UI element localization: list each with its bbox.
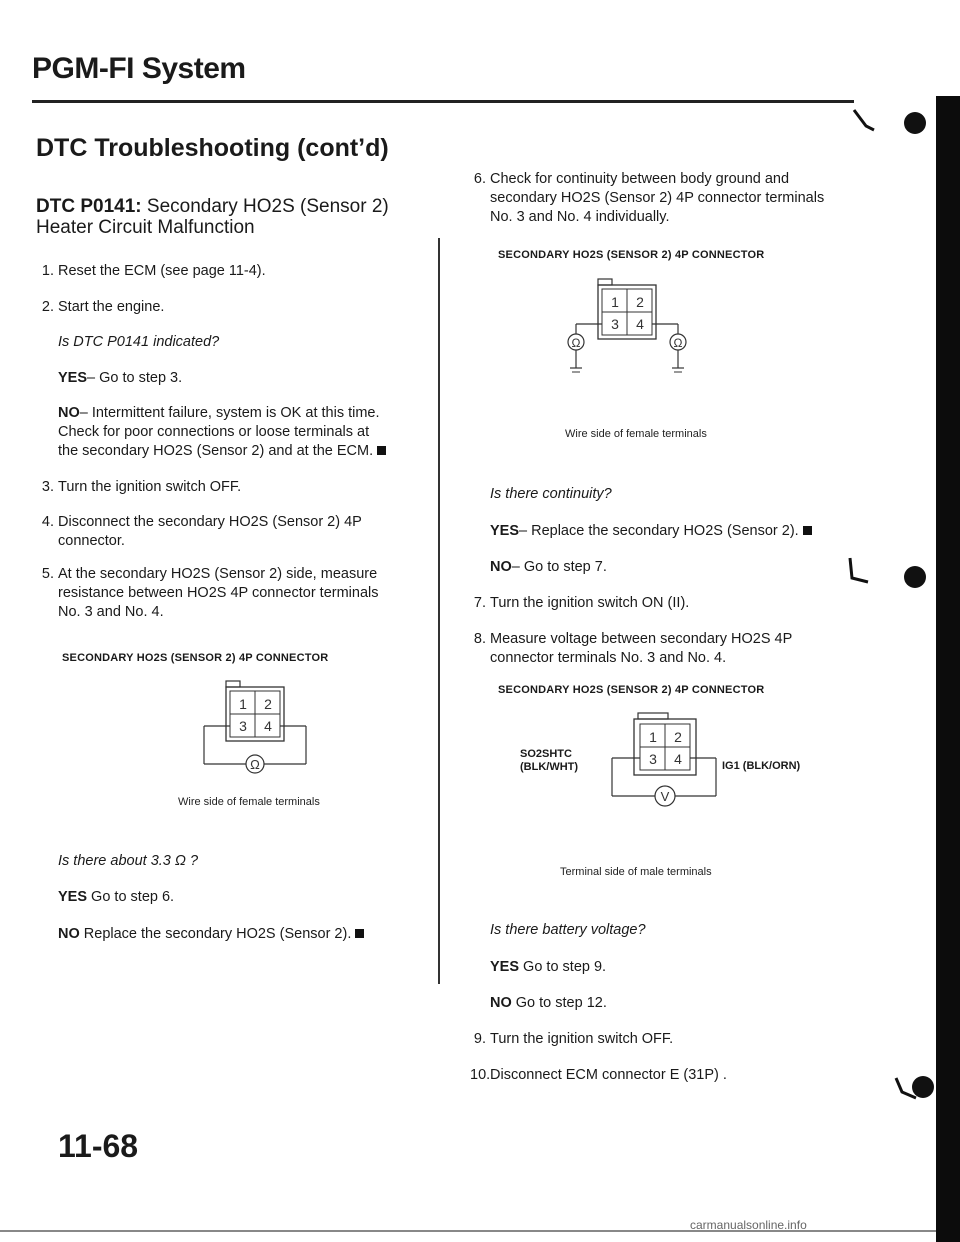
connector-ground-diagram [560,278,700,382]
step-3: 3. Turn the ignition switch OFF. [41,479,242,495]
section-heading: DTC Troubleshooting (cont’d) [36,134,389,162]
pin-4: 4 [636,316,644,332]
answer-no-4: NO Go to step 12. [490,995,607,1011]
ohm-icon: Ω [673,336,683,350]
page-edge-notch [916,0,960,96]
pin-1: 1 [611,294,619,310]
pin-3: 3 [239,718,247,734]
step-5: 5. At the secondary HO2S (Sensor 2) side, measure resistance between HO2S 4P connector terminals No. 3 and No. 4. [41,566,379,620]
step-9: 9. Turn the ignition switch OFF. [473,1031,674,1047]
caption-wire-side-2: Wire side of female terminals [565,428,707,440]
wire-label-so2shtc: SO2SHTC (BLK/WHT) [520,748,579,773]
question-p0141-indicated: Is DTC P0141 indicated? [58,334,220,350]
connector-title-voltage: SECONDARY HO2S (SENSOR 2) 4P CONNECTOR [498,684,765,696]
pin-1: 1 [239,696,247,712]
caption-wire-side: Wire side of female terminals [178,796,320,808]
ohm-icon: Ω [571,336,581,350]
answer-yes-2: YES Go to step 6. [58,889,175,905]
bookmark-icon-top [852,108,876,138]
answer-no-3: NO– Go to step 7. [490,559,607,575]
answer-yes-1: YES– Go to step 3. [58,370,183,386]
step-7: 7. Turn the ignition switch ON (II). [473,595,690,611]
bullet-dot-icon [904,566,926,588]
step-6: 6. Check for continuity between body ground and secondary HO2S (Sensor 2) 4P connector terminals No. 3 and No. 4 individually. [473,171,825,225]
page-edge-bar [936,0,960,1242]
question-battery-voltage: Is there battery voltage? [490,922,646,938]
question-resistance: Is there about 3.3 Ω ? [58,853,199,869]
bullet-dot-icon [904,112,926,134]
answer-yes-3: YES– Replace the secondary HO2S (Sensor 2). [490,522,812,541]
pin-2: 2 [674,729,682,745]
answer-no-1: NO– Intermittent failure, system is OK at this time. Check for poor connections or loose terminals at the secondary HO2S (Sensor 2) and at the ECM. [58,404,386,461]
bullet-dot-icon [912,1076,934,1098]
step-8: 8. Measure voltage between secondary HO2S 4P connector terminals No. 3 and No. 4. [473,631,793,666]
watermark: carmanualsonline.info [690,1218,807,1232]
dtc-title-line2: Heater Circuit Malfunction [36,217,255,238]
dtc-title-line1: Secondary HO2S (Sensor 2) [146,196,389,217]
pin-3: 3 [649,751,657,767]
title-rule [32,100,854,103]
voltmeter-icon: V [660,789,670,804]
connector-title-continuity: SECONDARY HO2S (SENSOR 2) 4P CONNECTOR [498,249,765,261]
wire-label-ig1: IG1 (BLK/ORN) [722,760,801,772]
pin-3: 3 [611,316,619,332]
connector-voltage-diagram [600,712,740,812]
step-1: 1. Reset the ECM (see page 11-4). [41,263,266,279]
dtc-heading [36,196,389,238]
page-title: PGM-FI System [32,52,246,85]
answer-no-2: NO Replace the secondary HO2S (Sensor 2). [58,925,364,944]
pin-1: 1 [649,729,657,745]
caption-terminal-side: Terminal side of male terminals [560,866,712,878]
connector-title: SECONDARY HO2S (SENSOR 2) 4P CONNECTOR [62,652,329,664]
answer-yes-4: YES Go to step 9. [490,959,607,975]
ohm-icon: Ω [250,757,260,772]
pin-2: 2 [636,294,644,310]
column-divider [438,238,440,984]
page-number: 11-68 [58,1128,139,1164]
pin-4: 4 [264,718,272,734]
dtc-code: DTC P0141: [36,196,142,217]
question-continuity: Is there continuity? [490,486,612,502]
step-4: 4. Disconnect the secondary HO2S (Sensor 2) 4P connector. [41,514,362,549]
pin-2: 2 [264,696,272,712]
connector-ohm-diagram [190,680,330,780]
step-10: 10. Disconnect ECM connector E (31P) . [470,1067,727,1083]
bookmark-icon-mid [848,556,872,586]
pin-4: 4 [674,751,682,767]
step-2: 2. Start the engine. [41,299,165,315]
